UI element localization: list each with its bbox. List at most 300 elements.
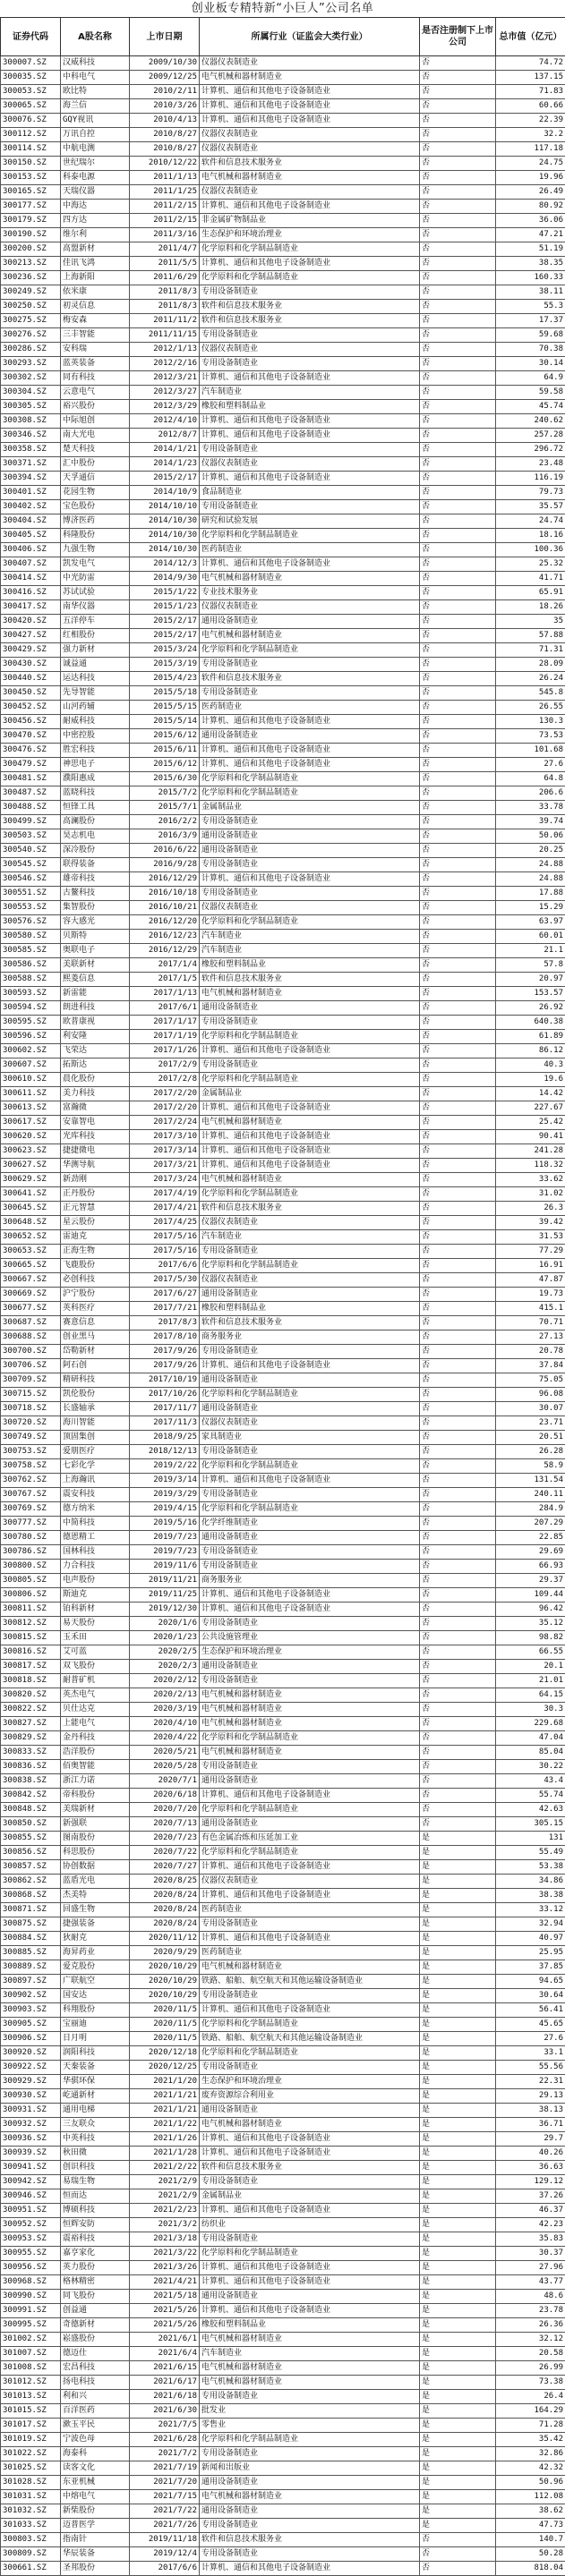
industry-cell: 计算机、通信和其他电子设备制造业 (200, 2261, 420, 2275)
table-row (1, 1173, 565, 1187)
stock-name-cell: 漱玉平民 (61, 2419, 130, 2433)
listing-date-cell: 2017/3/21 (130, 1159, 200, 1173)
industry-cell: 橡胶和塑料制品业 (200, 2318, 420, 2333)
registration-cell: 否 (420, 758, 496, 772)
market-cap-cell: 50.96 (496, 2476, 565, 2490)
stock-name-cell: 新柴股份 (61, 2504, 130, 2519)
industry-cell: 仪器仪表制造业 (200, 142, 420, 157)
registration-cell: 否 (420, 1058, 496, 1073)
listing-date-cell: 2017/11/3 (130, 1416, 200, 1431)
industry-cell: 电气机械和器材制造业 (200, 987, 420, 1001)
listing-date-cell: 2019/3/29 (130, 1488, 200, 1502)
listing-date-cell: 2021/1/28 (130, 2147, 200, 2161)
industry-cell: 通用设备制造业 (200, 1660, 420, 1674)
table-row (1, 1545, 565, 1560)
registration-cell: 否 (420, 386, 496, 400)
table-row (1, 2361, 565, 2376)
market-cap-cell: 20.97 (496, 973, 565, 987)
registration-cell: 否 (420, 1245, 496, 1259)
listing-date-cell: 2015/5/18 (130, 686, 200, 701)
listing-date-cell: 2020/8/25 (130, 1875, 200, 1889)
industry-cell: 批发业 (200, 2404, 420, 2419)
table-row (1, 371, 565, 386)
stock-code-cell: 300401.SZ (1, 486, 61, 500)
registration-cell: 否 (420, 944, 496, 958)
stock-code-cell: 300645.SZ (1, 1202, 61, 1216)
market-cap-cell: 116.19 (496, 472, 565, 486)
industry-cell: 废弃资源综合利用业 (200, 2089, 420, 2104)
table-row (1, 600, 565, 615)
stock-name-cell: 容大感光 (61, 915, 130, 930)
market-cap-cell: 26.28 (496, 1445, 565, 1459)
listing-date-cell: 2017/5/30 (130, 1273, 200, 1288)
table-row (1, 1488, 565, 1502)
market-cap-cell: 51.19 (496, 242, 565, 257)
industry-cell: 电气机械和器材制造业 (200, 2333, 420, 2347)
listing-date-cell: 2020/2/13 (130, 1688, 200, 1703)
table-row (1, 114, 565, 128)
industry-cell: 铁路、船舶、航空航天和其他运输设备制造业 (200, 2032, 420, 2046)
market-cap-cell: 98.82 (496, 1631, 565, 1645)
stock-name-cell: 通用电梯 (61, 2104, 130, 2118)
market-cap-cell: 284.9 (496, 1502, 565, 1517)
registration-cell: 否 (420, 915, 496, 930)
table-row (1, 844, 565, 858)
market-cap-cell: 42.63 (496, 1803, 565, 1817)
industry-cell: 电气机械和器材制造业 (200, 1717, 420, 1731)
registration-cell: 否 (420, 171, 496, 185)
stock-name-cell: 德方纳米 (61, 1502, 130, 1517)
stock-name-cell: 奇德新材 (61, 2318, 130, 2333)
registration-cell: 是 (420, 2132, 496, 2147)
table-row (1, 99, 565, 114)
stock-name-cell: 美联新材 (61, 958, 130, 973)
listing-date-cell: 2011/11/2 (130, 314, 200, 328)
listing-date-cell: 2020/11/12 (130, 1932, 200, 1946)
market-cap-cell: 35.12 (496, 1617, 565, 1631)
listing-date-cell: 2016/10/18 (130, 887, 200, 901)
stock-code-cell: 300165.SZ (1, 185, 61, 200)
stock-name-cell: 玉禾田 (61, 1631, 130, 1645)
table-row (1, 2189, 565, 2204)
stock-name-cell: 同有科技 (61, 371, 130, 386)
listing-date-cell: 2017/6/6 (130, 2562, 200, 2576)
table-row (1, 1259, 565, 1273)
registration-cell: 否 (420, 1660, 496, 1674)
stock-name-cell: 中际旭创 (61, 414, 130, 429)
table-row (1, 500, 565, 514)
table-row (1, 1846, 565, 1860)
listing-date-cell: 2020/8/24 (130, 1889, 200, 1903)
table-row (1, 915, 565, 930)
listing-date-cell: 2017/2/20 (130, 1101, 200, 1116)
market-cap-cell: 415.1 (496, 1302, 565, 1316)
listing-date-cell: 2017/3/10 (130, 1130, 200, 1144)
listing-date-cell: 2020/8/24 (130, 1903, 200, 1917)
industry-cell: 有色金属冶炼和压延加工业 (200, 1832, 420, 1846)
stock-name-cell: 恒锋工具 (61, 801, 130, 815)
table-row (1, 1001, 565, 1016)
industry-cell: 家具制造业 (200, 1431, 420, 1445)
industry-cell: 化学原料和化学制品制造业 (200, 271, 420, 285)
industry-cell: 计算机、通信和其他电子设备制造业 (200, 99, 420, 114)
listing-date-cell: 2020/7/23 (130, 1832, 200, 1846)
stock-code-cell: 300885.SZ (1, 1946, 61, 1960)
stock-name-cell: 圣邦股份 (61, 2562, 130, 2576)
listing-date-cell: 2017/9/26 (130, 1359, 200, 1373)
market-cap-cell: 47.73 (496, 2519, 565, 2533)
stock-code-cell: 300076.SZ (1, 114, 61, 128)
stock-code-cell: 301022.SZ (1, 2447, 61, 2461)
stock-name-cell: 百洋医药 (61, 2404, 130, 2419)
stock-code-cell: 300177.SZ (1, 200, 61, 214)
table-row (1, 2018, 565, 2032)
listing-date-cell: 2017/11/7 (130, 1402, 200, 1416)
registration-cell: 否 (420, 1617, 496, 1631)
table-row (1, 1044, 565, 1058)
market-cap-cell: 35.83 (496, 2232, 565, 2247)
listing-date-cell: 2016/12/20 (130, 915, 200, 930)
stock-name-cell: 沪宁股份 (61, 1288, 130, 1302)
industry-cell: 化学原料和化学制品制造业 (200, 1388, 420, 1402)
market-cap-cell: 45.65 (496, 2018, 565, 2032)
stock-name-cell: 朗进科技 (61, 1001, 130, 1016)
listing-date-cell: 2015/6/11 (130, 744, 200, 758)
market-cap-cell: 296.72 (496, 443, 565, 457)
stock-name-cell: 四方达 (61, 214, 130, 228)
stock-name-cell: 日月明 (61, 2032, 130, 2046)
industry-cell: 化学原料和化学制品制造业 (200, 772, 420, 786)
stock-name-cell: 双飞股份 (61, 1660, 130, 1674)
listing-date-cell: 2015/2/17 (130, 629, 200, 643)
registration-cell: 是 (420, 2433, 496, 2447)
listing-date-cell: 2015/3/19 (130, 658, 200, 672)
stock-code-cell: 300114.SZ (1, 142, 61, 157)
stock-name-cell: 上能电气 (61, 1717, 130, 1731)
table-row (1, 643, 565, 658)
stock-name-cell: 顶固集创 (61, 1431, 130, 1445)
table-row (1, 958, 565, 973)
registration-cell: 否 (420, 600, 496, 615)
stock-code-cell: 300407.SZ (1, 557, 61, 572)
listing-date-cell: 2009/12/25 (130, 71, 200, 85)
industry-cell: 软件和信息技术服务业 (200, 672, 420, 686)
industry-cell: 电气机械和器材制造业 (200, 171, 420, 185)
market-cap-cell: 90.41 (496, 1130, 565, 1144)
market-cap-cell: 17.88 (496, 887, 565, 901)
stock-name-cell: 楚天科技 (61, 443, 130, 457)
listing-date-cell: 2011/5/5 (130, 257, 200, 271)
table-row (1, 2161, 565, 2175)
table-row (1, 2046, 565, 2061)
stock-name-cell: 七彩化学 (61, 1459, 130, 1474)
stock-code-cell: 300293.SZ (1, 357, 61, 371)
stock-name-cell: 神思电子 (61, 758, 130, 772)
registration-cell: 是 (420, 2204, 496, 2218)
table-header-row (1, 18, 565, 56)
market-cap-cell: 42.32 (496, 2461, 565, 2476)
table-row (1, 400, 565, 414)
market-cap-cell: 14.42 (496, 1087, 565, 1101)
registration-cell: 是 (420, 1846, 496, 1860)
listing-date-cell: 2011/8/3 (130, 285, 200, 300)
registration-cell: 是 (420, 2104, 496, 2118)
registration-cell: 是 (420, 2189, 496, 2204)
market-cap-cell: 66.93 (496, 1560, 565, 1574)
market-cap-cell: 70.38 (496, 343, 565, 357)
stock-name-cell: 扬电科技 (61, 2376, 130, 2390)
stock-code-cell: 300661.SZ (1, 2562, 61, 2576)
industry-cell: 汽车制造业 (200, 2347, 420, 2361)
stock-name-cell: 耐普矿机 (61, 1674, 130, 1688)
market-cap-cell: 207.29 (496, 1517, 565, 1531)
industry-cell: 化学原料和化学制品制造业 (200, 1502, 420, 1517)
industry-cell: 化学原料和化学制品制造业 (200, 2247, 420, 2261)
registration-cell: 否 (420, 429, 496, 443)
market-cap-cell: 74.72 (496, 56, 565, 71)
registration-cell: 否 (420, 1731, 496, 1746)
stock-code-cell: 301025.SZ (1, 2461, 61, 2476)
stock-code-cell: 300065.SZ (1, 99, 61, 114)
stock-code-cell: 300602.SZ (1, 1044, 61, 1058)
listing-date-cell: 2017/5/16 (130, 1230, 200, 1245)
stock-name-cell: 新雷能 (61, 987, 130, 1001)
stock-name-cell: 维尔利 (61, 228, 130, 242)
table-row (1, 2204, 565, 2218)
market-cap-cell: 61.89 (496, 1030, 565, 1044)
stock-name-cell: 精研科技 (61, 1373, 130, 1388)
stock-name-cell: 杰美特 (61, 1889, 130, 1903)
registration-cell: 否 (420, 1373, 496, 1388)
stock-name-cell: 奥联电子 (61, 944, 130, 958)
header-registration: 是否注册制下上市公司 (420, 18, 496, 56)
table-row (1, 1087, 565, 1101)
stock-code-cell: 300956.SZ (1, 2261, 61, 2275)
table-row (1, 1932, 565, 1946)
listing-date-cell: 2014/10/30 (130, 514, 200, 529)
market-cap-cell: 140.7 (496, 2533, 565, 2547)
stock-code-cell: 300179.SZ (1, 214, 61, 228)
table-row (1, 715, 565, 729)
market-cap-cell: 100.36 (496, 543, 565, 557)
listing-date-cell: 2012/3/29 (130, 400, 200, 414)
market-cap-cell: 24.74 (496, 514, 565, 529)
registration-cell: 否 (420, 457, 496, 472)
market-cap-cell: 227.67 (496, 1101, 565, 1116)
registration-cell: 是 (420, 2390, 496, 2404)
registration-cell: 否 (420, 443, 496, 457)
stock-name-cell: 贝仕达克 (61, 1703, 130, 1717)
listing-date-cell: 2016/3/9 (130, 829, 200, 844)
industry-cell: 计算机、通信和其他电子设备制造业 (200, 2003, 420, 2018)
registration-cell: 否 (420, 1502, 496, 1517)
listing-date-cell: 2010/12/22 (130, 157, 200, 171)
industry-cell: 生态保护和环境治理业 (200, 1645, 420, 1660)
stock-code-cell: 301007.SZ (1, 2347, 61, 2361)
registration-cell: 否 (420, 1302, 496, 1316)
table-row (1, 1631, 565, 1645)
table-row (1, 185, 565, 200)
table-row (1, 1073, 565, 1087)
stock-code-cell: 300580.SZ (1, 930, 61, 944)
table-row (1, 1832, 565, 1846)
registration-cell: 否 (420, 1087, 496, 1101)
listing-date-cell: 2021/1/21 (130, 2089, 200, 2104)
market-cap-cell: 26.3 (496, 1202, 565, 1216)
stock-code-cell: 300720.SZ (1, 1416, 61, 1431)
table-row (1, 672, 565, 686)
document (0, 0, 565, 17)
stock-code-cell: 300595.SZ (1, 1016, 61, 1030)
market-cap-cell: 38.35 (496, 257, 565, 271)
registration-cell: 否 (420, 872, 496, 887)
listing-date-cell: 2017/1/26 (130, 1044, 200, 1058)
stock-name-cell: 创业黑马 (61, 1331, 130, 1345)
market-cap-cell: 37.84 (496, 1359, 565, 1373)
industry-cell: 计算机、通信和其他电子设备制造业 (200, 715, 420, 729)
market-cap-cell: 30.14 (496, 357, 565, 371)
listing-date-cell: 2010/4/13 (130, 114, 200, 128)
stock-code-cell: 300833.SZ (1, 1746, 61, 1760)
stock-name-cell: 中海达 (61, 200, 130, 214)
listing-date-cell: 2019/11/6 (130, 1560, 200, 1574)
industry-cell: 电气机械和器材制造业 (200, 2490, 420, 2504)
table-row (1, 429, 565, 443)
stock-code-cell: 300620.SZ (1, 1130, 61, 1144)
table-row (1, 973, 565, 987)
stock-code-cell: 300652.SZ (1, 1230, 61, 1245)
table-row (1, 2562, 565, 2576)
stock-code-cell: 300665.SZ (1, 1259, 61, 1273)
header-code: 证券代码 (1, 18, 61, 56)
market-cap-cell: 36.63 (496, 2161, 565, 2175)
listing-date-cell: 2020/9/29 (130, 1946, 200, 1960)
registration-cell: 否 (420, 729, 496, 744)
listing-date-cell: 2020/11/5 (130, 2032, 200, 2046)
listing-date-cell: 2015/4/23 (130, 672, 200, 686)
market-cap-cell: 29.7 (496, 2132, 565, 2147)
registration-cell: 否 (420, 1488, 496, 1502)
registration-cell: 否 (420, 672, 496, 686)
market-cap-cell: 80.92 (496, 200, 565, 214)
market-cap-cell: 101.68 (496, 744, 565, 758)
registration-cell: 否 (420, 1273, 496, 1288)
market-cap-cell: 38.13 (496, 2104, 565, 2118)
stock-code-cell: 300677.SZ (1, 1302, 61, 1316)
registration-cell: 否 (420, 987, 496, 1001)
table-row (1, 2490, 565, 2504)
registration-cell: 是 (420, 2318, 496, 2333)
stock-code-cell: 300687.SZ (1, 1316, 61, 1331)
market-cap-cell: 27.6 (496, 758, 565, 772)
stock-code-cell: 300936.SZ (1, 2132, 61, 2147)
listing-date-cell: 2021/1/21 (130, 2104, 200, 2118)
table-row (1, 357, 565, 371)
registration-cell: 否 (420, 844, 496, 858)
table-row (1, 1674, 565, 1688)
market-cap-cell: 40.97 (496, 1932, 565, 1946)
registration-cell: 否 (420, 343, 496, 357)
industry-cell: 专用设备制造业 (200, 815, 420, 829)
registration-cell: 否 (420, 643, 496, 658)
stock-code-cell: 300902.SZ (1, 1989, 61, 2003)
industry-cell: 化学原料和化学制品制造业 (200, 1259, 420, 1273)
stock-code-cell: 300952.SZ (1, 2218, 61, 2232)
industry-cell: 仪器仪表制造业 (200, 343, 420, 357)
market-cap-cell: 37.85 (496, 1960, 565, 1975)
listing-date-cell: 2020/7/1 (130, 1774, 200, 1789)
market-cap-cell: 19.73 (496, 1288, 565, 1302)
industry-cell: 电气机械和器材制造业 (200, 1688, 420, 1703)
table-row (1, 2404, 565, 2419)
stock-code-cell: 300669.SZ (1, 1288, 61, 1302)
stock-name-cell: 科翔股份 (61, 2003, 130, 2018)
market-cap-cell: 229.68 (496, 1717, 565, 1731)
table-row (1, 758, 565, 772)
listing-date-cell: 2020/3/19 (130, 1703, 200, 1717)
table-row (1, 343, 565, 357)
market-cap-cell: 25.32 (496, 557, 565, 572)
industry-cell: 专用设备制造业 (200, 1058, 420, 1073)
registration-cell: 否 (420, 1202, 496, 1216)
table-row (1, 1316, 565, 1331)
market-cap-cell: 241.28 (496, 1144, 565, 1159)
industry-cell: 计算机、通信和其他电子设备制造业 (200, 414, 420, 429)
table-row (1, 615, 565, 629)
industry-cell: 仪器仪表制造业 (200, 128, 420, 142)
table-row (1, 772, 565, 786)
stock-name-cell: 中科电气 (61, 71, 130, 85)
industry-cell: 专用设备制造业 (200, 686, 420, 701)
table-row (1, 2275, 565, 2290)
stock-code-cell: 300786.SZ (1, 1545, 61, 1560)
market-cap-cell: 206.6 (496, 786, 565, 801)
table-row (1, 887, 565, 901)
market-cap-cell: 20.58 (496, 2347, 565, 2361)
industry-cell: 通用设备制造业 (200, 1001, 420, 1016)
stock-code-cell: 300627.SZ (1, 1159, 61, 1173)
table-row (1, 2075, 565, 2089)
registration-cell: 否 (420, 701, 496, 715)
industry-cell: 金属制品业 (200, 2189, 420, 2204)
table-row (1, 1187, 565, 1202)
stock-name-cell: 岱勒新材 (61, 1345, 130, 1359)
listing-date-cell: 2017/2/8 (130, 1073, 200, 1087)
registration-cell: 否 (420, 543, 496, 557)
stock-name-cell: 宝色股份 (61, 500, 130, 514)
registration-cell: 否 (420, 1531, 496, 1545)
industry-cell: 专用设备制造业 (200, 2519, 420, 2533)
market-cap-cell: 818.04 (496, 2562, 565, 2576)
industry-cell: 计算机、通信和其他电子设备制造业 (200, 2132, 420, 2147)
table-row (1, 1431, 565, 1445)
listing-date-cell: 2015/5/14 (130, 715, 200, 729)
listing-date-cell: 2019/11/21 (130, 1574, 200, 1588)
registration-cell: 否 (420, 142, 496, 157)
stock-name-cell: 汉威科技 (61, 56, 130, 71)
stock-name-cell: 雄帝科技 (61, 872, 130, 887)
stock-code-cell: 300815.SZ (1, 1631, 61, 1645)
registration-cell: 是 (420, 2333, 496, 2347)
stock-name-cell: 电声股份 (61, 1574, 130, 1588)
table-row (1, 457, 565, 472)
listing-date-cell: 2017/10/19 (130, 1373, 200, 1388)
registration-cell: 否 (420, 829, 496, 844)
stock-name-cell: 世纪瑞尔 (61, 157, 130, 171)
registration-cell: 是 (420, 2175, 496, 2189)
market-cap-cell: 60.66 (496, 99, 565, 114)
listing-date-cell: 2011/6/29 (130, 271, 200, 285)
